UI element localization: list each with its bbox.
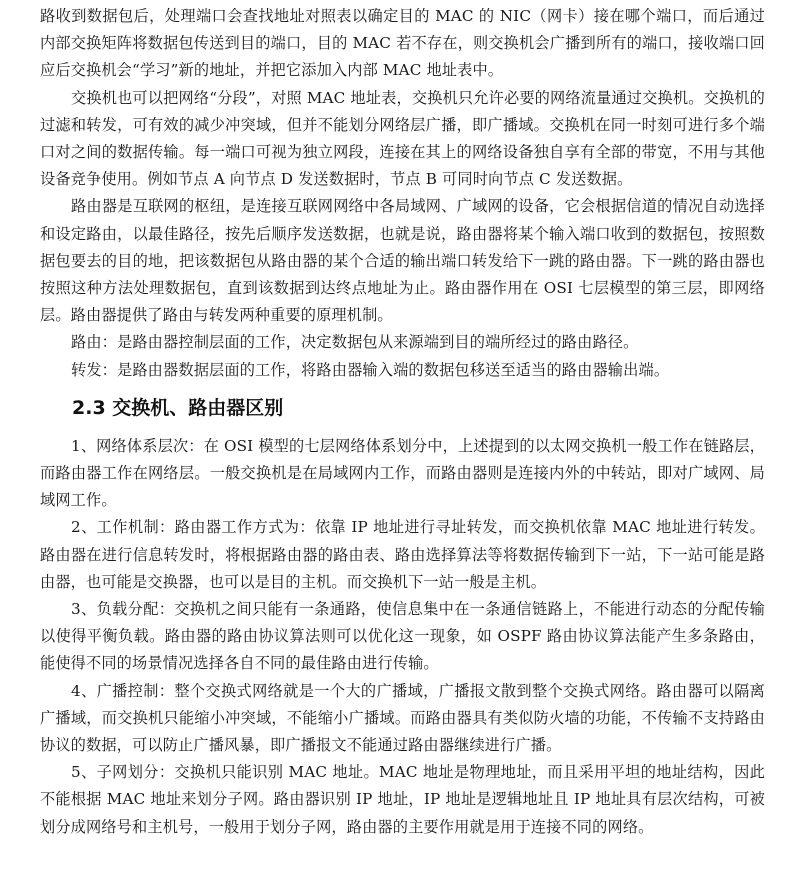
paragraph-network-layer: 1、网络体系层次：在 OSI 模型的七层网络体系划分中，上述提到的以太网交换机一般工作在链路层，而路由器工作在网络层。一般交换机是在局域网内工作，而路由器则是连接内外的中转站，即对广域网、局域网工作。 xyxy=(40,436,765,510)
paragraph-load-distribution: 3、负载分配：交换机之间只能有一条通路，使信息集中在一条通信链路上，不能进行动态的分配传输以使得平衡负载。路由器的路由协议算法则可以优化这一现象，如 OSPF 路由协议算法能产生多条路由，能使得不同的场景情况选择各自不同的最佳路由进行传输。 xyxy=(40,600,765,673)
section-heading: 2.3 交换机、路由器区别 xyxy=(72,396,284,419)
paragraph-router-overview: 路由器是互联网的枢纽，是连接互联网网络中各局域网、广域网的设备，它会根据信道的情况自动选择和设定路由，以最佳路径，按先后顺序发送数据，也就是说，路由器将某个输入端口收到的数据包，按照数据包要去的目的地，把该数据包从路由器的某个合适的输出端口转发给下一跳的路由器。下一跳的路由器也按照这种方法处理数据包，直到该数据到达终点地址为止。路由器作用在 OSI 七层模型的第三层，即网络层。路由器提供了路由与转发两种重要的原理机制。 xyxy=(40,197,765,325)
paragraph-routing-definition: 路由：是路由器控制层面的工作，决定数据包从来源端到目的端所经过的路由路径。 xyxy=(71,333,639,352)
paragraph-switch-forwarding-continued: 路收到数据包后，处理端口会查找地址对照表以确定目的 MAC 的 NIC（网卡）接在哪个端口，而后通过内部交换矩阵将数据包传送到目的端口，目的 MAC 若不存在，则交换机会广播到所有的端口，接收端口回应后交换机会“学习”新的地址，并把它添加入内部 MAC 地址表中。 xyxy=(40,7,765,80)
paragraph-subnetting: 5、子网划分：交换机只能识别 MAC 地址。MAC 地址是物理地址，而且采用平坦的地址结构，因此不能根据 MAC 地址来划分子网。路由器识别 IP 地址，IP 地址是逻辑地址且 IP 地址具有层次结构，可被划分成网络号和主机号，一般用于划分子网，路由器的主要作用就是用于连接不同的网络。 xyxy=(40,763,765,836)
document-body xyxy=(40,3,765,841)
paragraph-switch-segmentation: 交换机也可以把网络“分段”，对照 MAC 地址表，交换机只允许必要的网络流量通过交换机。交换机的过滤和转发，可有效的减少冲突域，但并不能划分网络层广播，即广播域。交换机在同一时刻可进行多个端口对之间的数据传输。每一端口可视为独立网段，连接在其上的网络设备独自享有全部的带宽，不用与其他设备竞争使用。例如节点 A 向节点 D 发送数据时，节点 B 可同时向节点 C 发送数据。 xyxy=(40,88,765,189)
paragraph-working-mechanism: 2、工作机制：路由器工作方式为：依靠 IP 地址进行寻址转发，而交换机依靠 MAC 地址进行转发。路由器在进行信息转发时，将根据路由器的路由表、路由选择算法等将数据传输到下一站，下一站可能是路由器，也可能是交换器，也可以是目的主机。而交换机下一站一般是主机。 xyxy=(40,518,765,591)
paragraph-broadcast-control: 4、广播控制：整个交换式网络就是一个大的广播域，广播报文散到整个交换式网络。路由器可以隔离广播域，而交换机只能缩小冲突域，不能缩小广播域。而路由器具有类似防火墙的功能，不传输不支持路由协议的数据，可以防止广播风暴，即广播报文不能通过路由器继续进行广播。 xyxy=(40,681,765,755)
paragraph-forwarding-definition: 转发：是路由器数据层面的工作，将路由器输入端的数据包移送至适当的路由器输出端。 xyxy=(71,360,670,379)
